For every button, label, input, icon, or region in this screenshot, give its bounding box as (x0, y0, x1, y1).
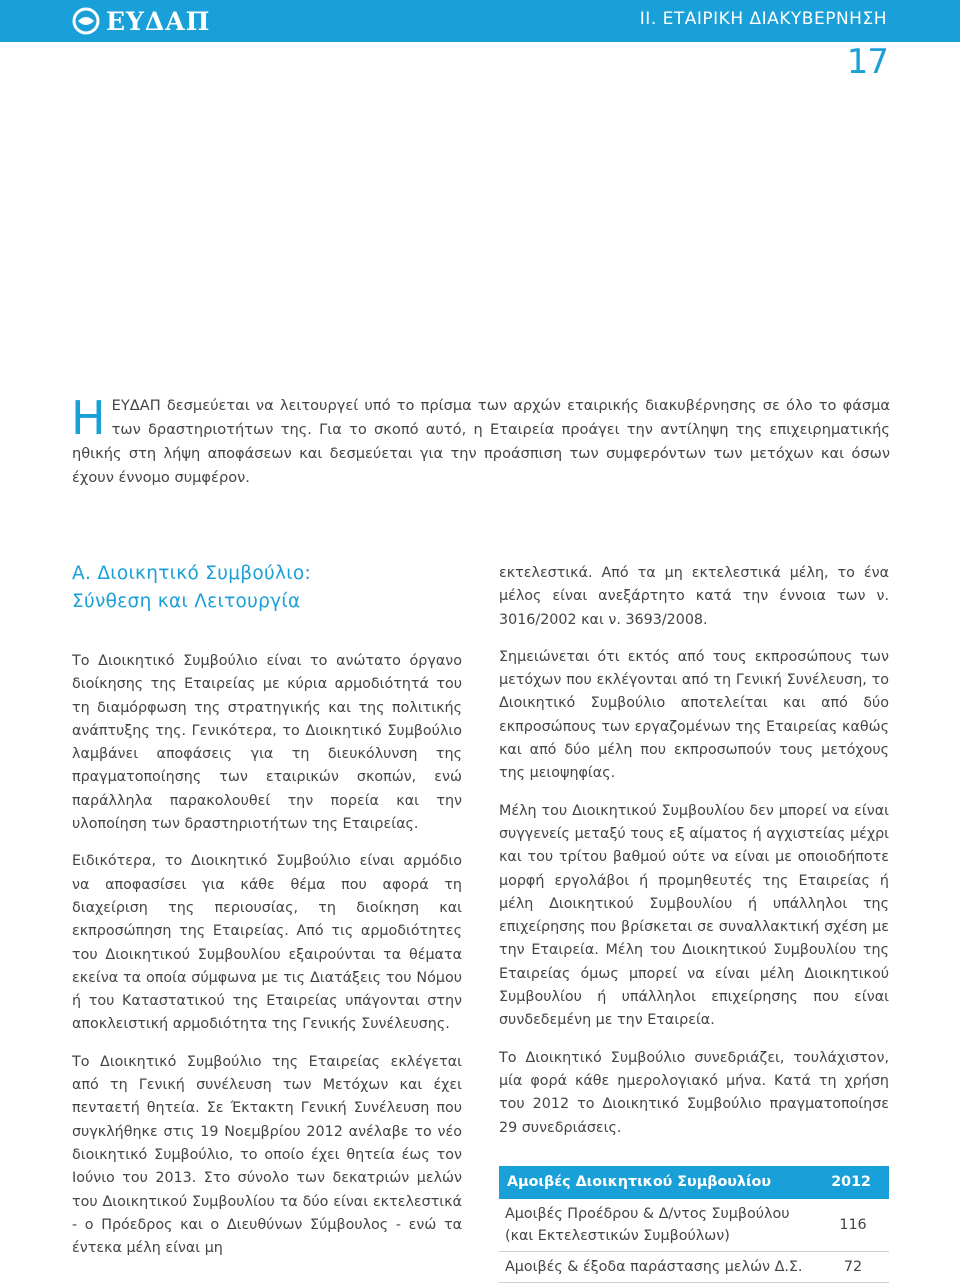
intro-paragraph (71, 391, 890, 490)
logo-swirl-icon (72, 7, 100, 35)
table-cell-value: 72 (817, 1252, 889, 1283)
fees-table (499, 1166, 889, 1283)
left-paragraph-2: Ειδικότερα, το Διοικητικό Συμβούλιο είναι αρμόδιο να αποφασίσει για κάθε θέμα που αφορά τη διαχείριση της περιουσίας, τη διοίκηση και εκπροσώπηση της Εταιρείας. Από τις αρμοδιότητες του Διοικητικού Συμβουλίου εξαιρούνται τα θέματα εκείνα τα οποία σύμφωνα με τις Διατάξεις του Νόμου ή του Καταστατικού της Εταιρείας υπάγονται στην αποκλειστική αρμοδιότητα της Γενικής Συνέλευσης. (72, 853, 462, 1033)
right-paragraph-3: Μέλη του Διοικητικού Συμβουλίου δεν μπορεί να είναι συγγενείς μεταξύ τους εξ αίματος ή αγχιστείας μέχρι και του τρίτου βαθμού ούτε να είναι με οποιοδήποτε μορφή εργολάβοι ή προμηθευτές της Εταιρείας ή μέλη Διοικητικού Συμβουλίου ή υπάλληλοι της επιχείρησης που βρίσκεται σε συναλλακτική σχέση με την Εταιρεία. Μέλη του Διοικητικού Συμβουλίου της Εταιρείας όμως μπορεί να είναι μέλη Διοικητικού Συμβουλίου ή υπάλληλοι επιχείρησης που είναι συνδεδεμένη με την Εταιρεία. (499, 802, 889, 1029)
table-header-label: Αμοιβές Διοικητικού Συμβουλίου (499, 1166, 817, 1199)
heading-line-1: Α. Διοικητικό Συμβούλιο: (72, 563, 311, 584)
right-paragraph-1: εκτελεστικά. Από τα μη εκτελεστικά μέλη, το ένα μέλος είναι ανεξάρτητο κατά την έννοια των ν. 3016/2002 και ν. 3693/2008. (499, 565, 889, 628)
section-heading (72, 560, 462, 616)
left-paragraph-3: Το Διοικητικό Συμβούλιο της Εταιρείας εκλέγεται από τη Γενική συνέλευση των Μετόχων και έχει πενταετή θητεία. Σε Έκτακτη Γενική Συνέλευση που συγκλήθηκε στις 19 Νοεμβρίου 2012 ανέλαβε το νέο διοικητικό Συμβούλιο, το οποίο έχει θητεία έως τον Ιούνιο του 2013. Στο σύνολο των δεκατριών μελών του Διοικητικού Συμβουλίου τα δύο είναι εκτελεστικά - ο Πρόεδρος και ο Διευθύνων Σύμβουλος - ενώ τα έντεκα μέλη είναι μη (72, 1053, 462, 1257)
table-cell-value: 116 (817, 1199, 889, 1252)
section-title: ΙΙ. ΕΤΑΙΡΙΚΗ ΔΙΑΚΥΒΕΡΝΗΣΗ (639, 9, 887, 29)
page-number: 17 (846, 42, 888, 82)
right-paragraph-4: Το Διοικητικό Συμβούλιο συνεδριάζει, τουλάχιστον, μία φορά κάθε ημερολογιακό μήνα. Κατά τη χρήση του 2012 το Διοικητικό Συμβούλιο πραγματοποίησε 29 συνεδριάσεις. (499, 1049, 889, 1136)
dropcap: Η (71, 391, 106, 445)
right-column (499, 562, 889, 1283)
left-column (72, 560, 462, 1274)
table-row (499, 1252, 889, 1283)
logo-text: ΕΥΔΑΠ (106, 6, 211, 36)
header-bar (0, 0, 960, 42)
table-cell-label: Αμοιβές & έξοδα παράστασης μελών Δ.Σ. (499, 1252, 817, 1283)
company-logo (72, 4, 210, 38)
table-row (499, 1199, 889, 1252)
right-paragraph-2: Σημειώνεται ότι εκτός από τους εκπροσώπους των μετόχων που εκλέγονται από τη Γενική Συνέλευση, το Διοικητικό Συμβούλιο αποτελείται και από δύο εκπροσώπους των εργαζομένων της Εταιρείας καθώς και από δύο μέλη που εκπροσωπούν τους μετόχους της μειοψηφίας. (499, 648, 889, 782)
heading-line-2: Σύνθεση και Λειτουργία (72, 591, 301, 612)
table-cell-label: Αμοιβές Προέδρου & Δ/ντος Συμβούλου (και Εκτελεστικών Συμβούλων) (499, 1199, 817, 1252)
table-header-row (499, 1166, 889, 1199)
table-header-year: 2012 (817, 1166, 889, 1199)
left-paragraph-1: Το Διοικητικό Συμβούλιο είναι το ανώτατο όργανο διοίκησης της Εταιρείας με κύρια αρμοδιότητά του τη διαμόρφωση της στρατηγικής και της πολιτικής ανάπτυξης της. Γενικότερα, το Διοικητικό Συμβούλιο λαμβάνει αποφάσεις για τη διευκόλυνση της πραγματοποίησης των εταιρικών σκοπών, ενώ παράλληλα παρακολουθεί την πορεία και την υλοποίηση των δραστηριοτήτων της Εταιρείας. (72, 653, 462, 833)
intro-text: ΕΥΔΑΠ δεσμεύεται να λειτουργεί υπό το πρίσμα των αρχών εταιρικής διακυβέρνησης σε όλο το φάσμα των δραστηριοτήτων της. Για το σκοπό αυτό, η Εταιρεία προάγει την αντίληψη της επιχειρηματικής ηθικής στη λήψη αποφάσεων και δεσμεύεται για την προάσπιση των συμφερόντων των μετόχων και όσων έχουν έννομο συμφέρον. (72, 397, 890, 486)
